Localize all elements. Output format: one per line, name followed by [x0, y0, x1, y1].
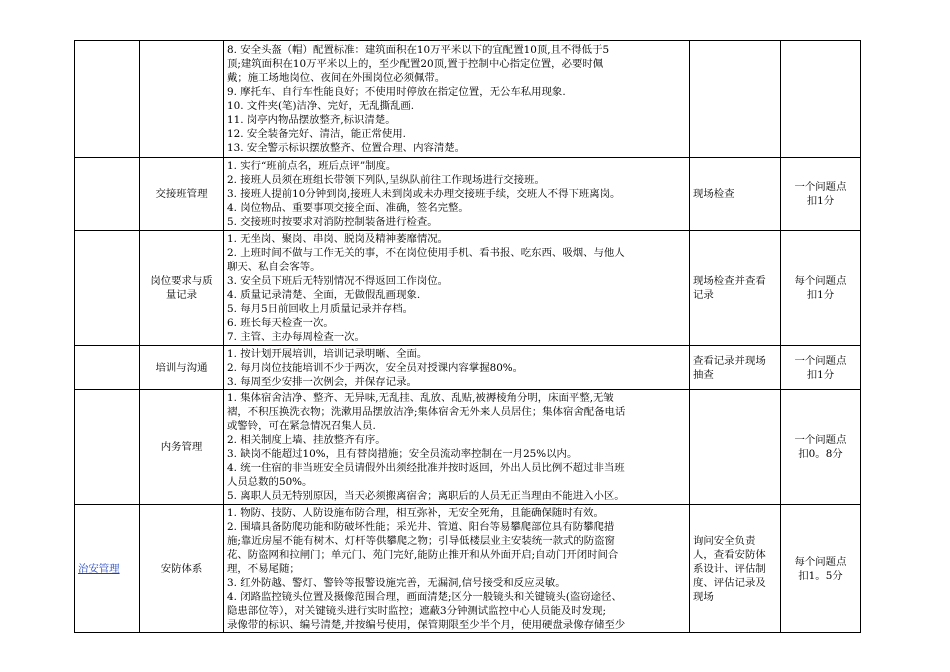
method-line: 抽查	[693, 368, 714, 381]
standards-cell	[224, 390, 690, 505]
standard-line: 人员总数的50%。	[227, 476, 313, 488]
method-line: 查看记录并现场	[693, 354, 766, 367]
method-cell	[690, 505, 781, 633]
standard-line: 2. 接班人员须在班组长带领下列队,呈纵队前往工作现场进行交接班。	[227, 174, 545, 186]
item-cell: 交接班管理	[140, 158, 224, 231]
table-row	[75, 505, 861, 633]
method-cell	[690, 346, 781, 390]
standard-line: 4. 闭路监控镜头位置及摄像范围合理，画面清楚;区分一般镜头和关键镜头(盗窃途径、	[227, 590, 622, 603]
method-line: 现场检查	[693, 188, 735, 200]
standard-line: 理，不易尾随；	[227, 562, 300, 575]
score-line: 每个问题点	[794, 555, 847, 568]
item-cell	[140, 41, 224, 158]
score-cell	[781, 346, 861, 390]
standard-line: 4. 统一住宿的非当班安全员请假外出须经批准并按时返回，外出人员比例不超过非当班	[227, 462, 625, 474]
standard-line: 花、防盗网和拉闸门；单元门、苑门完好,能防止推开和从外面开启;自动门开闭时间合	[227, 548, 619, 561]
standard-line: 5. 每月5日前回收上月质量记录并存档。	[227, 303, 414, 315]
score-cell	[781, 505, 861, 633]
category-cell	[75, 231, 140, 346]
standard-line: 录像带的标识、编号清楚,并按编号使用，保管期限至少半个月，使用硬盘录像存储至少	[227, 618, 626, 631]
method-line: 度、评估记录及	[693, 576, 766, 589]
standard-line: 1. 按计划开展培训，培训记录明晰、全面。	[227, 347, 428, 360]
method-cell	[690, 390, 781, 505]
standard-line: 6. 班长每天检查一次。	[227, 317, 334, 329]
method-cell	[690, 158, 781, 231]
standard-line: 4. 岗位物品、重要事项交接全面、准确，签名完整。	[227, 202, 469, 214]
method-line: 人，查看安防体	[693, 548, 766, 561]
standard-line: 聊天、私自会客等。	[227, 261, 321, 273]
item-cell: 培训与沟通	[140, 346, 224, 390]
method-cell	[690, 41, 781, 158]
standard-line: 或警铃，可在紧急情况召集人员.	[227, 420, 376, 432]
score-line: 每个问题点	[794, 275, 847, 287]
method-line: 现场	[693, 590, 714, 603]
standards-cell	[224, 41, 690, 158]
standard-line: 11. 岗亭内物品摆放整齐,标识清楚。	[227, 114, 396, 126]
standards-cell	[224, 231, 690, 346]
category-cell	[75, 158, 140, 231]
standards-cell	[224, 158, 690, 231]
table-row	[75, 346, 861, 390]
standard-line: 1. 集体宿舍洁净、整齐、无异味,无乱挂、乱放、乱贴,被褥棱角分明，床面平整,无皱	[227, 392, 614, 404]
category-link[interactable]: 治安管理	[78, 562, 120, 575]
score-cell	[781, 390, 861, 505]
standard-line: 12. 安全装备完好、清洁，能正常使用.	[227, 128, 406, 140]
score-line: 一个问题点	[794, 181, 847, 193]
standard-line: 施;靠近房屋不能有树木、灯杆等供攀爬之物；引导低楼层业主安装统一款式的防盗窗	[227, 534, 615, 547]
standard-line: 3. 红外防越、警灯、警铃等报警设施完善，无漏洞,信号接受和反应灵敏。	[227, 576, 566, 589]
item-cell: 岗位要求与质 量记录	[140, 231, 224, 346]
standard-line: 3. 接班人提前10分钟到岗,接班人未到岗或未办理交接班手续，交班人不得下班离岗。	[227, 188, 621, 200]
standards-cell	[224, 505, 690, 633]
standard-line: 3. 缺岗不能超过10%，且有替岗措施；安全员流动率控制在一月25%以内。	[227, 448, 578, 460]
standard-line: 8. 安全头盔（帽）配置标准：建筑面积在10万平米以下的宜配置10顶,且不得低于5	[227, 44, 610, 56]
standard-line: 5. 离职人员无特别原因，当天必须搬离宿舍；离职后的人员无正当理由不能进入小区。	[227, 490, 625, 502]
table-row	[75, 41, 861, 158]
standard-line: 1. 物防、技防、人防设施布防合理，相互弥补，无安全死角，且能确保随时有效。	[227, 506, 604, 519]
category-cell	[75, 41, 140, 158]
method-line: 询问安全负责	[693, 534, 756, 547]
inspection-standards-table	[74, 40, 861, 633]
score-line: 扣1分	[806, 368, 835, 381]
standard-line: 褶，不积压换洗衣物；洗漱用品摆放洁净;集体宿舍无外来人员居住；集体宿舍配备电话	[227, 406, 626, 418]
score-cell	[781, 158, 861, 231]
method-line: 系设计、评估制	[693, 562, 766, 575]
category-cell	[75, 505, 140, 633]
standard-line: 4. 质量记录清楚、全面，无做假乱画现象.	[227, 289, 421, 301]
method-cell	[690, 231, 781, 346]
standards-cell	[224, 346, 690, 390]
standard-line: 7. 主管、主办每周检查一次。	[227, 331, 365, 343]
standard-line: 隐患部位等），对关键镜头进行实时监控；遮蔽3分钟测试监控中心人员能及时发现;	[227, 604, 606, 617]
standard-line: 2. 围墙具备防爬功能和防破坏性能；采光井、管道、阳台等易攀爬部位具有防攀爬措	[227, 520, 615, 533]
standard-line: 3. 安全员下班后无特别情况不得返回工作岗位。	[227, 275, 449, 287]
standard-line: 1. 实行“班前点名，班后点评”制度。	[227, 160, 397, 172]
standard-line: 2. 每月岗位技能培训不少于两次，安全员对授课内容掌握80%。	[227, 361, 524, 374]
standard-line: 2. 上班时间不做与工作无关的事，不在岗位使用手机、看书报、吃东西、吸烟、与他人	[227, 247, 625, 259]
score-line: 扣1分	[806, 195, 835, 207]
score-line: 一个问题点	[794, 354, 847, 367]
standard-line: 10. 文件夹(笔)洁净、完好，无乱撕乱画.	[227, 100, 415, 112]
score-line: 扣1。5分	[798, 569, 843, 582]
method-line: 现场检查并查看	[693, 275, 766, 287]
method-line: 记录	[693, 289, 714, 301]
score-line: 扣0。8分	[798, 448, 843, 460]
item-cell: 内务管理	[140, 390, 224, 505]
category-cell	[75, 346, 140, 390]
score-cell	[781, 231, 861, 346]
standard-line: 2. 相关制度上墙、挂放整齐有序。	[227, 434, 386, 446]
standard-line: 13. 安全警示标识摆放整齐、位置合理、内容清楚。	[227, 142, 466, 154]
score-line: 一个问题点	[794, 434, 847, 446]
category-cell	[75, 390, 140, 505]
standard-line: 9. 摩托车、自行车性能良好；不使用时停放在指定位置，无公车私用现象.	[227, 86, 566, 98]
table-row	[75, 390, 861, 505]
standard-line: 戴；施工场地岗位、夜间在外围岗位必须佩带。	[227, 72, 446, 84]
standard-line: 5. 交接班时按要求对消防控制装备进行检查。	[227, 216, 438, 228]
table-row	[75, 158, 861, 231]
standard-line: 3. 每周至少安排一次例会，并保存记录。	[227, 375, 417, 388]
standard-line: 1. 无坐岗、聚岗、串岗、脱岗及精神萎靡情况。	[227, 233, 449, 245]
score-cell	[781, 41, 861, 158]
score-line: 扣1分	[806, 289, 835, 301]
standard-line: 顶;建筑面积在10万平米以上的，至少配置20顶,置于控制中心指定位置，必要时佩	[227, 58, 604, 70]
table-row	[75, 231, 861, 346]
item-cell: 安防体系	[140, 505, 224, 633]
